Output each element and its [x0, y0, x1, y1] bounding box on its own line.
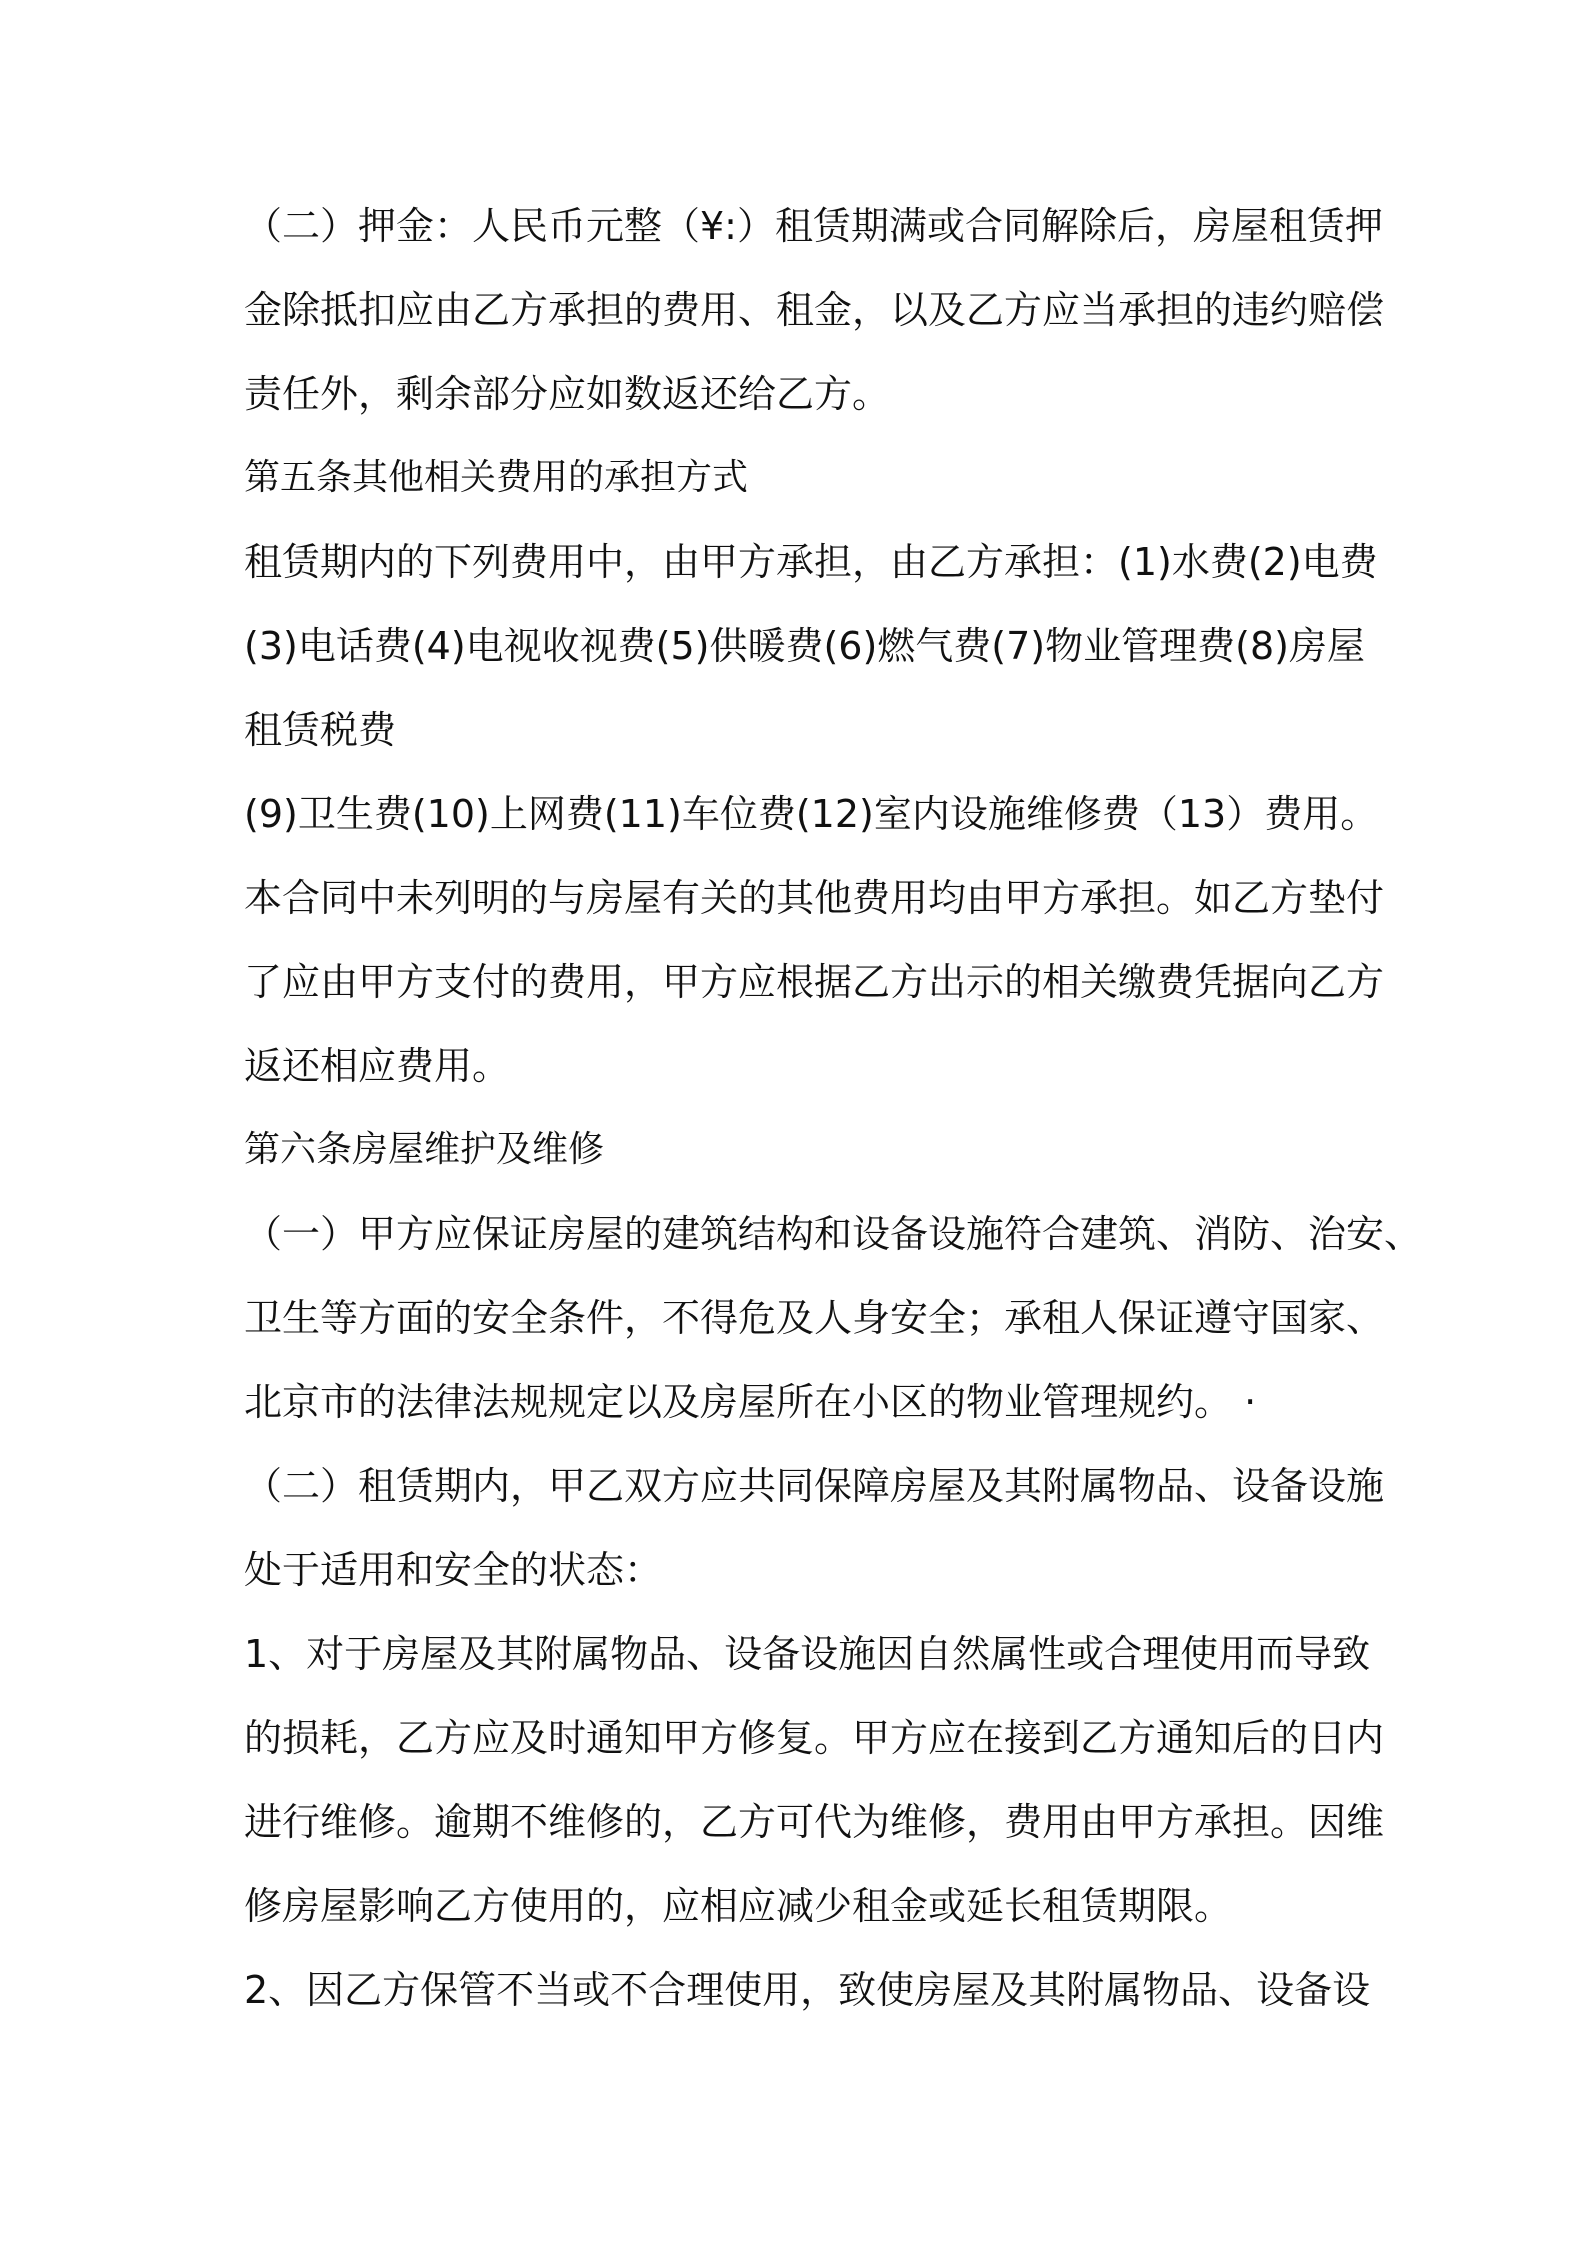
paragraph-line: 返还相应费用。 [244, 1044, 511, 1088]
paragraph-line: 租赁期内的下列费用中，由甲方承担，由乙方承担：(1)水费(2)电费 [244, 540, 1378, 584]
paragraph-line: 卫生等方面的安全条件，不得危及人身安全；承租人保证遵守国家、 [244, 1296, 1385, 1340]
document-body [244, 184, 1423, 2032]
paragraph-line: 的损耗，乙方应及时通知甲方修复。甲方应在接到乙方通知后的日内 [244, 1716, 1385, 1760]
paragraph-line: 北京市的法律法规规定以及房屋所在小区的物业管理规约。 · [244, 1380, 1257, 1424]
paragraph-line: 本合同中未列明的与房屋有关的其他费用均由甲方承担。如乙方垫付 [244, 876, 1385, 920]
paragraph-line: 进行维修。逾期不维修的，乙方可代为维修，费用由甲方承担。因维 [244, 1800, 1385, 1844]
paragraph-line: 处于适用和安全的状态： [244, 1548, 663, 1592]
paragraph-line: (3)电话费(4)电视收视费(5)供暖费(6)燃气费(7)物业管理费(8)房屋 [244, 624, 1365, 668]
paragraph-line: 1、对于房屋及其附属物品、设备设施因自然属性或合理使用而导致 [244, 1632, 1371, 1676]
paragraph-line: 了应由甲方支付的费用，甲方应根据乙方出示的相关缴费凭据向乙方 [244, 960, 1385, 1004]
section-heading: 第六条房屋维护及维修 [244, 1129, 605, 1170]
paragraph-line: 修房屋影响乙方使用的，应相应减少租金或延长租赁期限。 [244, 1884, 1233, 1928]
paragraph-line: （一）甲方应保证房屋的建筑结构和设备设施符合建筑、消防、治安、 [244, 1212, 1423, 1256]
paragraph-line: 金除抵扣应由乙方承担的费用、租金，以及乙方应当承担的违约赔偿 [244, 288, 1385, 332]
paragraph-line: （二）押金：人民币元整（¥:）租赁期满或合同解除后，房屋租赁押 [244, 204, 1383, 248]
paragraph-line: (9)卫生费(10)上网费(11)车位费(12)室内设施维修费（13）费用。 [244, 792, 1379, 836]
paragraph-line: 租赁税费 [244, 708, 397, 752]
paragraph-line: （二）租赁期内，甲乙双方应共同保障房屋及其附属物品、设备设施 [244, 1464, 1385, 1508]
section-heading: 第五条其他相关费用的承担方式 [244, 457, 749, 498]
paragraph-line: 责任外，剩余部分应如数返还给乙方。 [244, 372, 891, 416]
paragraph-line: 2、因乙方保管不当或不合理使用，致使房屋及其附属物品、设备设 [244, 1968, 1371, 2012]
